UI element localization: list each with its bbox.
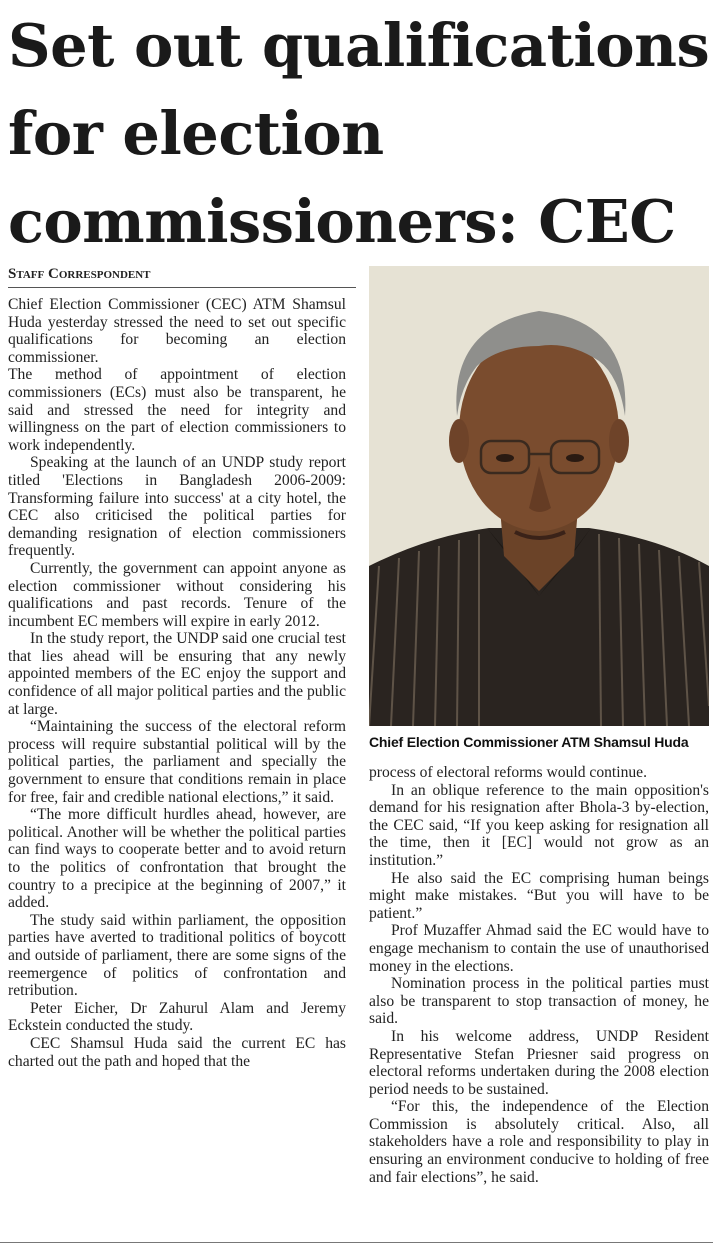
paragraph: In his welcome address, UNDP Resident Representative Stefan Priesner said progress on electoral reforms undertaken during the 2008 election period needs to be sustained. <box>369 1027 709 1098</box>
paragraph: Peter Eicher, Dr Zahurul Alam and Jeremy Eckstein conducted the study. <box>8 999 346 1035</box>
headline <box>8 2 713 266</box>
paragraph: Speaking at the launch of an UNDP study report titled 'Elections in Bangladesh 2006-2009: Transforming failure into success' at a city hotel, the CEC also criticised the political parties for demanding resignation of election commissioners frequently. <box>8 454 346 560</box>
paragraph: The method of appointment of election commissioners (ECs) must also be transparent, he said and stressed the need for integrity and willingness on the part of election commissioners to work independently. <box>8 366 346 454</box>
paragraph: Prof Muzaffer Ahmad said the EC would have to engage mechanism to contain the use of unauthorised money in the elections. <box>369 922 709 975</box>
paragraph: “The more difficult hurdles ahead, however, are political. Another will be whether the political parties can find ways to cooperate better and to avoid return to the politics of confrontation that brought the country to a precipice at the beginning of 2007,” it added. <box>8 806 346 912</box>
headline-line-1: Set out qualifications <box>8 11 710 80</box>
paragraph: CEC Shamsul Huda said the current EC has charted out the path and hoped that the <box>8 1034 346 1070</box>
article-column-right <box>369 764 709 1186</box>
bottom-divider <box>0 1242 713 1243</box>
paragraph: Chief Election Commissioner (CEC) ATM Shamsul Huda yesterday stressed the need to set out specific qualifications for becoming an election commissioner. <box>8 296 346 366</box>
paragraph: Nomination process in the political parties must also be transparent to stop transaction of money, he said. <box>369 975 709 1028</box>
portrait-photo <box>369 266 709 726</box>
paragraph: The study said within parliament, the opposition parties have averted to traditional politics of boycott and outside of parliament, there are some signs of the reemergence of politics of confrontation and retribution. <box>8 911 346 1000</box>
article-column-left <box>8 296 346 1070</box>
paragraph: process of electoral reforms would continue. <box>369 764 647 781</box>
paragraph: In an oblique reference to the main opposition's demand for his resignation after Bhola-3 by-election, the CEC said, “If you keep asking for resignation all the time, then it [EC] would not grow as an institution.” <box>369 781 709 869</box>
paragraph: In the study report, the UNDP said one crucial test that lies ahead will be ensuring that any newly appointed members of the EC enjoy the support and confidence of all major political parties and the public at large. <box>8 630 346 718</box>
paragraph: “Maintaining the success of the electoral reform process will require substantial political will by the political parties, the parliament and specially the government to ensure that conditions remain in place for free, fair and credible national elections,” it said. <box>8 718 346 806</box>
paragraph: Currently, the government can appoint anyone as election commissioner without considering his qualifications and past records. Tenure of the incumbent EC members will expire in early 2012. <box>8 559 346 630</box>
photo-caption: Chief Election Commissioner ATM Shamsul Huda <box>369 734 689 750</box>
portrait-illustration <box>369 266 709 726</box>
headline-line-2: for election <box>8 99 384 168</box>
headline-line-3: commissioners: CEC <box>8 187 676 256</box>
paragraph: He also said the EC comprising human beings might make mistakes. “But you will have to be patient.” <box>369 869 709 922</box>
byline: Staff Correspondent <box>8 266 356 288</box>
paragraph: “For this, the independence of the Election Commission is absolutely critical. Also, all stakeholders have a role and responsibility to play in ensuring an environment conducive to holding of free and fair elections”, he said. <box>369 1098 709 1186</box>
